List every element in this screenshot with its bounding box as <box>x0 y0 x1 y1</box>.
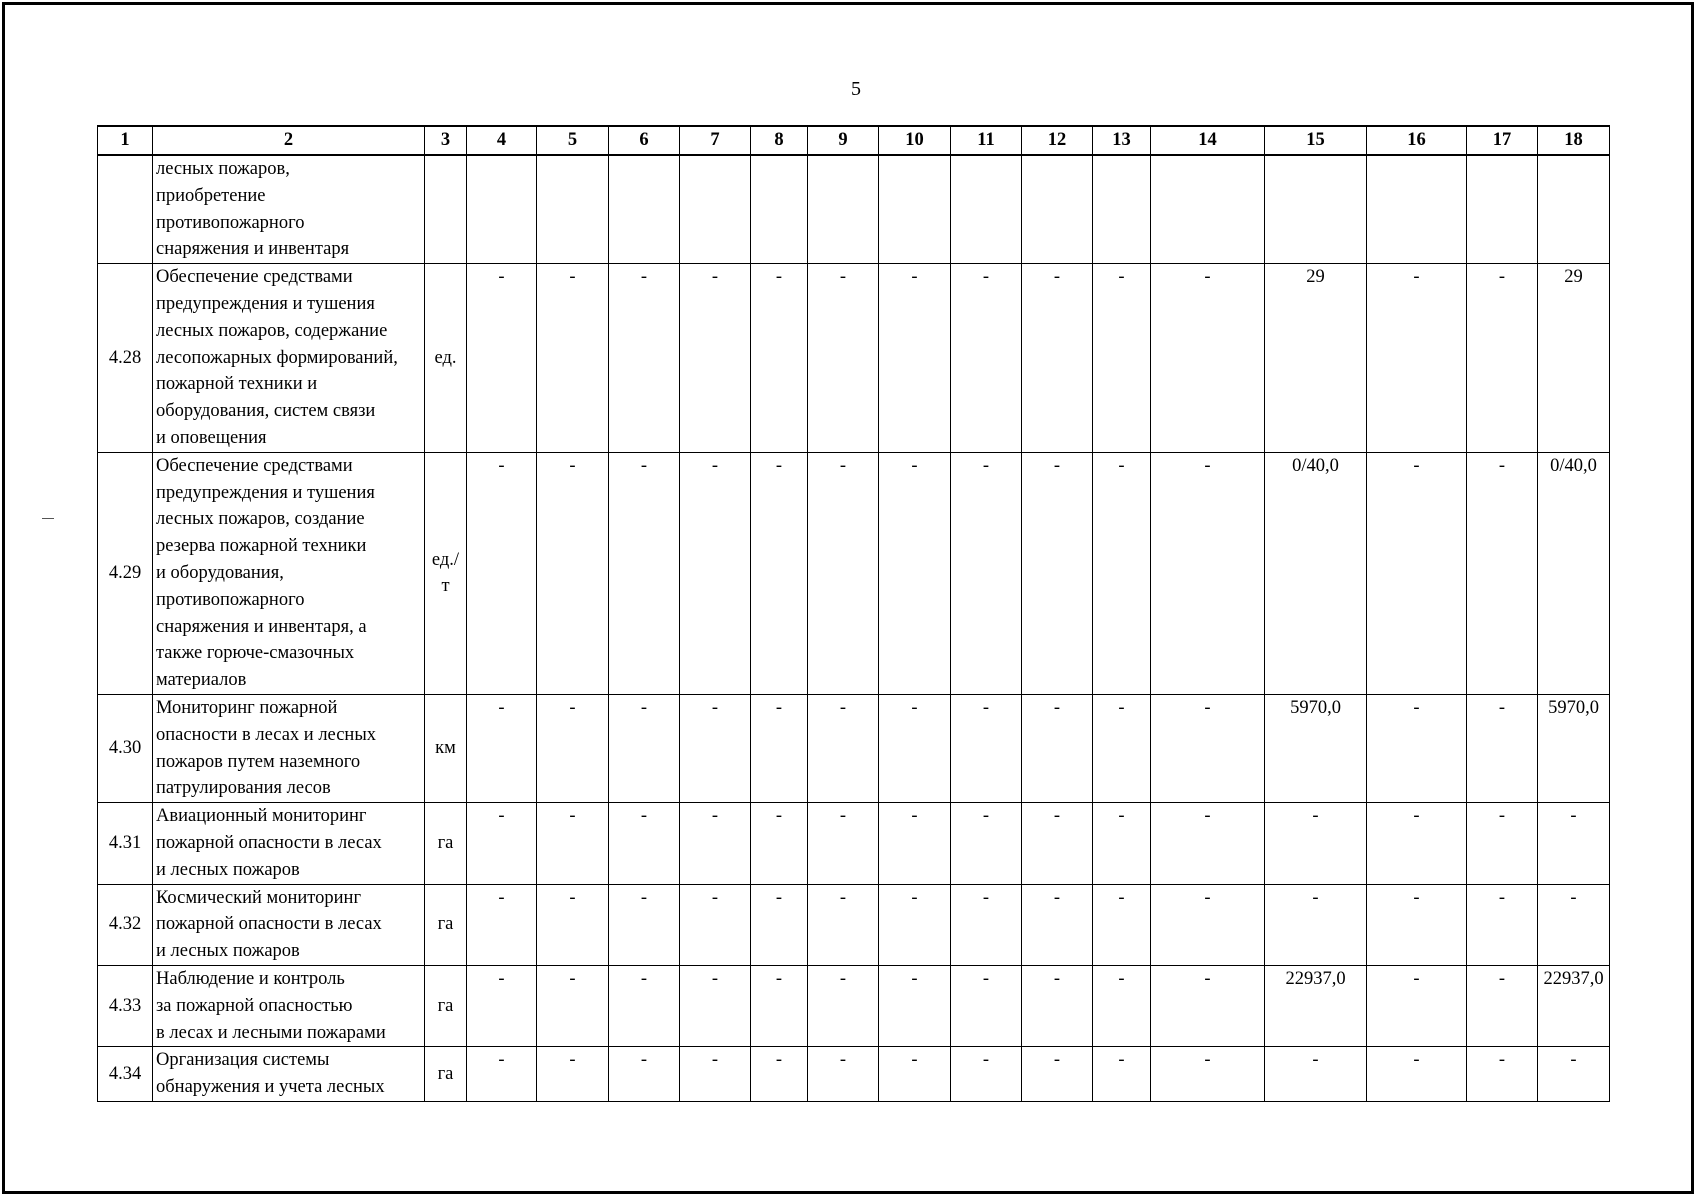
value-cell: - <box>808 884 879 965</box>
value-cell: - <box>879 452 951 694</box>
value-cell: - <box>467 1047 537 1102</box>
value-cell: 5970,0 <box>1265 694 1367 802</box>
value-cell <box>467 155 537 264</box>
row-number: 4.28 <box>98 264 153 453</box>
value-cell <box>1151 155 1265 264</box>
value-cell: - <box>1538 884 1610 965</box>
value-cell: 22937,0 <box>1265 965 1367 1046</box>
value-cell: - <box>609 694 680 802</box>
value-cell <box>879 155 951 264</box>
value-cell: - <box>879 803 951 884</box>
value-cell: - <box>808 965 879 1046</box>
value-cell: - <box>467 884 537 965</box>
value-cell: - <box>951 694 1022 802</box>
value-cell: - <box>951 264 1022 453</box>
value-cell: - <box>951 1047 1022 1102</box>
value-cell: - <box>680 884 751 965</box>
value-cell: - <box>1367 884 1467 965</box>
column-header: 10 <box>879 126 951 155</box>
value-cell: - <box>537 452 609 694</box>
value-cell: - <box>951 965 1022 1046</box>
value-cell: - <box>808 452 879 694</box>
value-cell: - <box>467 264 537 453</box>
value-cell: - <box>879 264 951 453</box>
value-cell <box>751 155 808 264</box>
column-header: 12 <box>1022 126 1093 155</box>
row-unit <box>425 155 467 264</box>
row-description: Обеспечение средствами предупреждения и тушения лесных пожаров, содержание лесопожарных формирований, пожарной техники и оборудования, систем связи и оповещения <box>153 264 425 453</box>
value-cell: - <box>680 694 751 802</box>
column-header: 17 <box>1467 126 1538 155</box>
column-header: 14 <box>1151 126 1265 155</box>
row-unit: га <box>425 965 467 1046</box>
value-cell <box>951 155 1022 264</box>
table-row <box>98 694 1610 802</box>
column-header: 15 <box>1265 126 1367 155</box>
table-row <box>98 155 1610 264</box>
value-cell: - <box>751 452 808 694</box>
value-cell: - <box>1151 884 1265 965</box>
row-description: Авиационный мониторинг пожарной опасности в лесах и лесных пожаров <box>153 803 425 884</box>
value-cell: - <box>609 264 680 453</box>
header-row <box>98 126 1610 155</box>
value-cell: - <box>1022 452 1093 694</box>
value-cell <box>1093 155 1151 264</box>
value-cell: - <box>879 884 951 965</box>
column-header: 2 <box>153 126 425 155</box>
value-cell: - <box>1151 452 1265 694</box>
value-cell: - <box>609 965 680 1046</box>
value-cell: - <box>1467 264 1538 453</box>
value-cell: - <box>1367 452 1467 694</box>
row-description: Организация системы обнаружения и учета лесных <box>153 1047 425 1102</box>
value-cell: 0/40,0 <box>1538 452 1610 694</box>
value-cell <box>1265 155 1367 264</box>
value-cell: - <box>609 452 680 694</box>
row-description: лесных пожаров, приобретение противопожарного снаряжения и инвентаря <box>153 155 425 264</box>
value-cell: 29 <box>1265 264 1367 453</box>
column-header: 3 <box>425 126 467 155</box>
value-cell: - <box>680 1047 751 1102</box>
column-header: 7 <box>680 126 751 155</box>
value-cell: - <box>1022 803 1093 884</box>
row-unit: га <box>425 803 467 884</box>
table-row <box>98 1047 1610 1102</box>
value-cell: - <box>751 803 808 884</box>
value-cell: - <box>1022 1047 1093 1102</box>
value-cell: - <box>537 965 609 1046</box>
column-header: 16 <box>1367 126 1467 155</box>
row-unit: га <box>425 1047 467 1102</box>
value-cell: - <box>1367 694 1467 802</box>
value-cell: - <box>1538 803 1610 884</box>
column-header: 13 <box>1093 126 1151 155</box>
value-cell <box>1538 155 1610 264</box>
value-cell: - <box>951 884 1022 965</box>
value-cell: - <box>751 694 808 802</box>
row-unit: км <box>425 694 467 802</box>
value-cell: - <box>1151 803 1265 884</box>
row-number: 4.29 <box>98 452 153 694</box>
value-cell <box>808 155 879 264</box>
value-cell: - <box>751 965 808 1046</box>
value-cell: 29 <box>1538 264 1610 453</box>
value-cell: - <box>1093 884 1151 965</box>
page-number: 5 <box>851 78 861 100</box>
value-cell: - <box>1538 1047 1610 1102</box>
value-cell: - <box>537 884 609 965</box>
value-cell: - <box>1151 965 1265 1046</box>
value-cell: - <box>1093 1047 1151 1102</box>
value-cell: - <box>808 803 879 884</box>
value-cell: - <box>1467 803 1538 884</box>
value-cell: - <box>537 694 609 802</box>
row-number: 4.30 <box>98 694 153 802</box>
column-header: 11 <box>951 126 1022 155</box>
value-cell: - <box>1367 1047 1467 1102</box>
value-cell: - <box>1093 965 1151 1046</box>
column-header: 5 <box>537 126 609 155</box>
value-cell: - <box>1093 264 1151 453</box>
value-cell: - <box>1022 694 1093 802</box>
value-cell: - <box>1022 965 1093 1046</box>
value-cell: 0/40,0 <box>1265 452 1367 694</box>
value-cell: - <box>808 1047 879 1102</box>
value-cell: - <box>1151 264 1265 453</box>
column-header: 18 <box>1538 126 1610 155</box>
value-cell <box>609 155 680 264</box>
value-cell <box>1022 155 1093 264</box>
value-cell: - <box>1467 884 1538 965</box>
data-table <box>97 125 1610 1102</box>
value-cell: - <box>1093 452 1151 694</box>
value-cell: - <box>537 264 609 453</box>
row-unit: га <box>425 884 467 965</box>
value-cell: - <box>1467 1047 1538 1102</box>
value-cell: - <box>1367 803 1467 884</box>
value-cell: - <box>609 1047 680 1102</box>
value-cell <box>537 155 609 264</box>
value-cell: - <box>609 884 680 965</box>
value-cell: - <box>1467 452 1538 694</box>
value-cell: - <box>751 884 808 965</box>
value-cell: - <box>808 694 879 802</box>
value-cell: - <box>537 1047 609 1102</box>
value-cell: - <box>1151 1047 1265 1102</box>
value-cell: - <box>467 803 537 884</box>
table-row <box>98 452 1610 694</box>
margin-mark <box>42 518 54 519</box>
value-cell: - <box>879 1047 951 1102</box>
column-header: 1 <box>98 126 153 155</box>
value-cell: - <box>951 452 1022 694</box>
value-cell: - <box>1265 1047 1367 1102</box>
row-number: 4.32 <box>98 884 153 965</box>
value-cell: - <box>808 264 879 453</box>
row-unit: ед. <box>425 264 467 453</box>
value-cell: - <box>1093 803 1151 884</box>
row-number <box>98 155 153 264</box>
row-number: 4.34 <box>98 1047 153 1102</box>
column-header: 4 <box>467 126 537 155</box>
value-cell: - <box>537 803 609 884</box>
value-cell: 22937,0 <box>1538 965 1610 1046</box>
value-cell: - <box>879 694 951 802</box>
value-cell: - <box>680 264 751 453</box>
value-cell: - <box>467 694 537 802</box>
table-row <box>98 884 1610 965</box>
value-cell: - <box>751 264 808 453</box>
value-cell: - <box>680 452 751 694</box>
value-cell: - <box>879 965 951 1046</box>
value-cell: - <box>951 803 1022 884</box>
row-number: 4.33 <box>98 965 153 1046</box>
value-cell: - <box>609 803 680 884</box>
table-row <box>98 965 1610 1046</box>
value-cell: - <box>1367 965 1467 1046</box>
value-cell: - <box>1265 803 1367 884</box>
value-cell: - <box>1022 264 1093 453</box>
value-cell: - <box>1022 884 1093 965</box>
row-description: Обеспечение средствами предупреждения и тушения лесных пожаров, создание резерва пожарной техники и оборудования, противопожарного снаряжения и инвентаря, а также горюче-смазочных материалов <box>153 452 425 694</box>
value-cell: - <box>680 965 751 1046</box>
value-cell: 5970,0 <box>1538 694 1610 802</box>
value-cell: - <box>467 965 537 1046</box>
row-description: Космический мониторинг пожарной опасности в лесах и лесных пожаров <box>153 884 425 965</box>
value-cell: - <box>1093 694 1151 802</box>
row-number: 4.31 <box>98 803 153 884</box>
value-cell: - <box>1151 694 1265 802</box>
value-cell: - <box>1467 965 1538 1046</box>
value-cell: - <box>1467 694 1538 802</box>
row-description: Наблюдение и контроль за пожарной опасностью в лесах и лесными пожарами <box>153 965 425 1046</box>
value-cell <box>1367 155 1467 264</box>
value-cell: - <box>1367 264 1467 453</box>
value-cell: - <box>751 1047 808 1102</box>
table-row <box>98 803 1610 884</box>
table-row <box>98 264 1610 453</box>
row-description: Мониторинг пожарной опасности в лесах и лесных пожаров путем наземного патрулирования лесов <box>153 694 425 802</box>
column-header: 6 <box>609 126 680 155</box>
value-cell: - <box>680 803 751 884</box>
value-cell <box>680 155 751 264</box>
value-cell <box>1467 155 1538 264</box>
column-header: 9 <box>808 126 879 155</box>
value-cell: - <box>1265 884 1367 965</box>
column-header: 8 <box>751 126 808 155</box>
row-unit: ед./ т <box>425 452 467 694</box>
value-cell: - <box>467 452 537 694</box>
